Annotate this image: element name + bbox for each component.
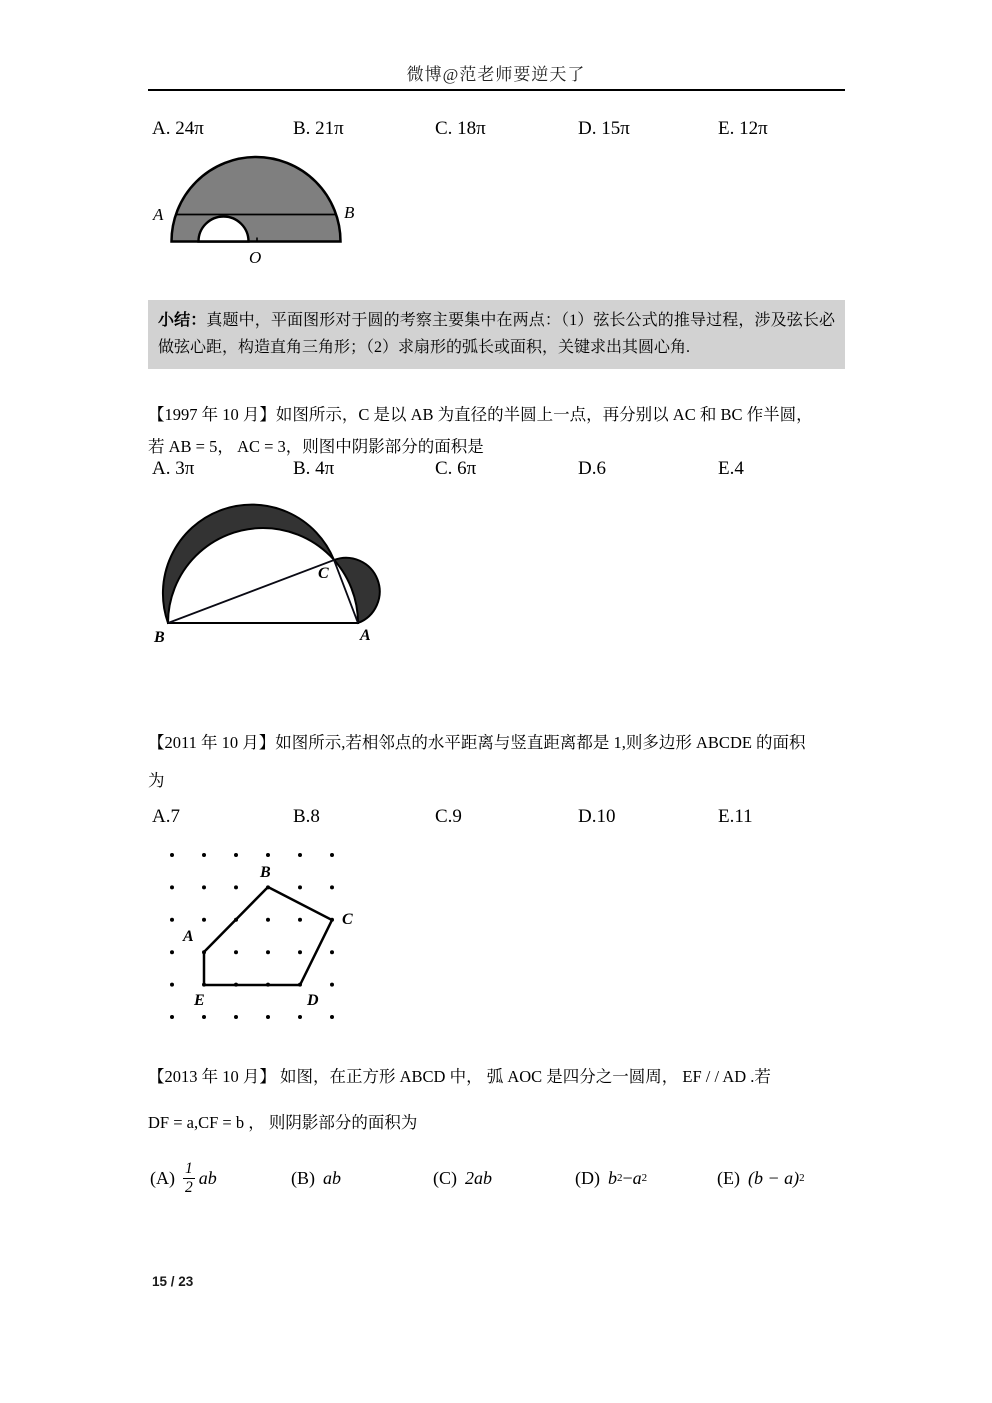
option-b: B.8	[293, 806, 320, 827]
option-a: A.7	[152, 806, 180, 827]
pentagon-abcde	[204, 887, 332, 985]
label-c: C	[318, 565, 329, 582]
option-a: A. 3π	[152, 458, 195, 479]
option-d: D.10	[578, 806, 616, 827]
lune-figure	[150, 488, 408, 653]
page-header-title: 微博@范老师要逆天了	[406, 65, 586, 84]
summary-box	[148, 300, 845, 369]
q1997-line1: 【1997 年 10 月】如图所示，C 是以 AB 为直径的半圆上一点，再分别以 AC 和 BC 作半圆，	[148, 405, 813, 424]
label-a: A	[183, 928, 194, 945]
page-number: 15 / 23	[152, 1274, 194, 1289]
option-b: B. 21π	[293, 118, 344, 139]
header-divider	[148, 89, 845, 91]
fraction: $\frac{1}{2}$	[185, 1160, 193, 1196]
option-c: C. 6π	[435, 458, 477, 479]
label-d: D	[307, 992, 319, 1009]
option-d: D. 15π	[578, 118, 630, 139]
option-e: E.4	[718, 458, 744, 479]
option-c: C.9	[435, 806, 462, 827]
option-b: (B) ab	[291, 1167, 341, 1188]
label-a: A	[360, 627, 371, 644]
q2011-line2: 为	[148, 771, 165, 790]
summary-lead: 小结：	[158, 312, 207, 329]
semicircle-figure	[145, 140, 370, 272]
label-b: B	[154, 629, 165, 646]
option-e: E.11	[718, 806, 753, 827]
option-b: B. 4π	[293, 458, 335, 479]
q2013-line1: 【2013 年 10 月】 如图，在正方形 ABCD 中， 弧 AOC 是四分之一圆周， EF / / AD .若	[148, 1067, 771, 1086]
option-e: E. 12π	[718, 118, 768, 139]
q2011-line1: 【2011 年 10 月】如图所示,若相邻点的水平距离与竖直距离都是 1,则多边形 ABCDE 的面积	[148, 733, 806, 752]
q2013-line2: DF = a,CF = b ， 则阴影部分的面积为	[148, 1113, 418, 1132]
label-o: O	[249, 248, 262, 267]
dot-grid-figure	[150, 835, 382, 1035]
option-d: D.6	[578, 458, 606, 479]
summary-text: 真题中，平面图形对于圆的考察主要集中在两点：（1）弦长公式的推导过程，涉及弦长必做弦心距，构造直角三角形；（2）求扇形的弧长或面积，关键求出其圆心角.	[158, 312, 835, 356]
option-d: (D) b 2 − a 2	[575, 1167, 648, 1188]
option-a: A. 24π	[152, 118, 204, 139]
option-a: (A) $\frac{1}{2}$ ab	[150, 1160, 217, 1196]
outer-semicircle-shape	[172, 157, 341, 242]
q1997-options	[0, 458, 992, 486]
option-c: C. 18π	[435, 118, 486, 139]
q1997-line2: 若 AB = 5， AC = 3，则图中阴影部分的面积是	[148, 437, 484, 456]
label-b: B	[260, 864, 271, 881]
q2011-options	[0, 806, 992, 834]
option-e: (E) (b − a) 2	[717, 1167, 805, 1188]
label-b: B	[344, 203, 355, 222]
option-c: (C) 2ab	[433, 1167, 492, 1188]
label-a: A	[153, 205, 164, 224]
label-c: C	[342, 911, 353, 928]
label-e: E	[194, 992, 205, 1009]
q2013-options	[0, 1148, 992, 1208]
